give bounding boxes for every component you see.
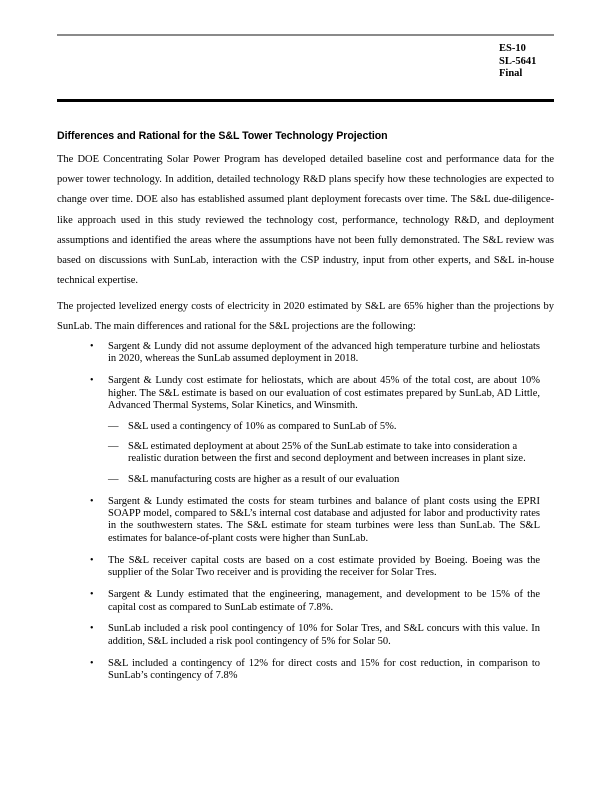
sub-list-item [57, 421, 540, 433]
bullet-icon: • [90, 495, 94, 507]
bullet-icon: • [90, 657, 94, 669]
summary-paragraph: The projected levelized energy costs of electricity in 2020 estimated by S&L are 65% higher than the projections by SunLab. The main differences and rational for the S&L projections are the following: [57, 301, 554, 333]
intro-paragraph: The DOE Concentrating Solar Power Program has developed detailed baseline cost and performance data for the power tower technology. In addition, detailed technology R&D plans specify how these technologies are expected to change over time. DOE also has established assumed plant deployment forecasts over time. The S&L due-diligence-like approach used in this study reviewed the technology cost, performance, technology R&D, and deployment assumptions and identified the areas where the assumptions have not been fully demonstrated. The S&L review was based on discussions with SunLab, interaction with the CSP industry, input from other experts, and S&L in-house technical expertise. [57, 154, 554, 287]
bullet-icon: • [90, 341, 94, 352]
list-item-text: SunLab included a risk pool contingency of 10% for Solar Tres, and S&L concurs with this value. In addition, S&L included a risk pool contingency of 5% for Solar 50. [108, 623, 540, 647]
sub-item-text: S&L manufacturing costs are higher as a result of our evaluation [128, 473, 400, 485]
differences-list [57, 341, 554, 692]
header-rule-bottom [57, 99, 554, 102]
bullet-icon: • [90, 623, 94, 635]
list-item [57, 496, 554, 546]
list-item-text: Sargent & Lundy estimated that the engineering, management, and development to be 15% of the capital cost as compared to SunLab estimate of 7.8%. [108, 589, 540, 613]
bullet-icon: • [90, 589, 94, 601]
sub-list [57, 421, 540, 487]
bullet-icon: • [90, 375, 94, 387]
list-item [57, 375, 554, 486]
sub-item-text: S&L used a contingency of 10% as compared to SunLab of 5%. [128, 420, 397, 432]
list-item [57, 623, 554, 648]
dash-icon: — [108, 473, 119, 485]
list-item-text: Sargent & Lundy did not assume deployment of the advanced high temperature turbine and heliostats in 2020, whereas the SunLab assumed deployment in 2018. [108, 341, 540, 365]
sub-item-text: S&L estimated deployment at about 25% of the SunLab estimate to take into consideration a realistic duration between the first and second deployment and between increases in plant size. [128, 440, 526, 465]
list-item-text: The S&L receiver capital costs are based on a cost estimate provided by Boeing. Boeing was the supplier of the Solar Two receiver and is providing the receiver for Solar Tres. [108, 554, 540, 579]
sub-list-item [57, 474, 540, 486]
list-item-text: S&L included a contingency of 12% for direct costs and 15% for cost reduction, in comparison to SunLab’s contingency of 7.8% [108, 657, 540, 682]
dash-icon: — [108, 440, 119, 452]
doc-status: Final [499, 68, 523, 79]
dash-icon: — [108, 420, 119, 432]
list-item [57, 658, 554, 683]
list-item [57, 341, 554, 366]
list-item [57, 555, 554, 580]
header-rule-top [57, 34, 554, 36]
list-item-text: Sargent & Lundy cost estimate for heliostats, which are about 45% of the total cost, are about 10% higher. The S&L estimate is based on our evaluation of cost estimates prepared by SunLab, AD Little, Advanced Thermal Systems, Solar Kinetics, and Winsmith. [108, 375, 540, 412]
sub-list-item [57, 441, 540, 466]
section-heading: Differences and Rational for the S&L Tower Technology Projection [57, 130, 388, 142]
report-number: SL-5641 [499, 55, 537, 67]
doc-code: ES-10 [499, 43, 526, 54]
bullet-icon: • [90, 554, 94, 566]
list-item-text: Sargent & Lundy estimated the costs for steam turbines and balance of plant costs using the EPRI SOAPP model, compared to S&L’s internal cost database and adjusted for labor and productivity rates in the southwestern states. The S&L estimate for steam turbines were less than SunLab. The S&L estimates for balance-of-plant costs were higher than SunLab. [108, 495, 540, 544]
list-item [57, 589, 554, 614]
document-id-block [499, 43, 536, 81]
